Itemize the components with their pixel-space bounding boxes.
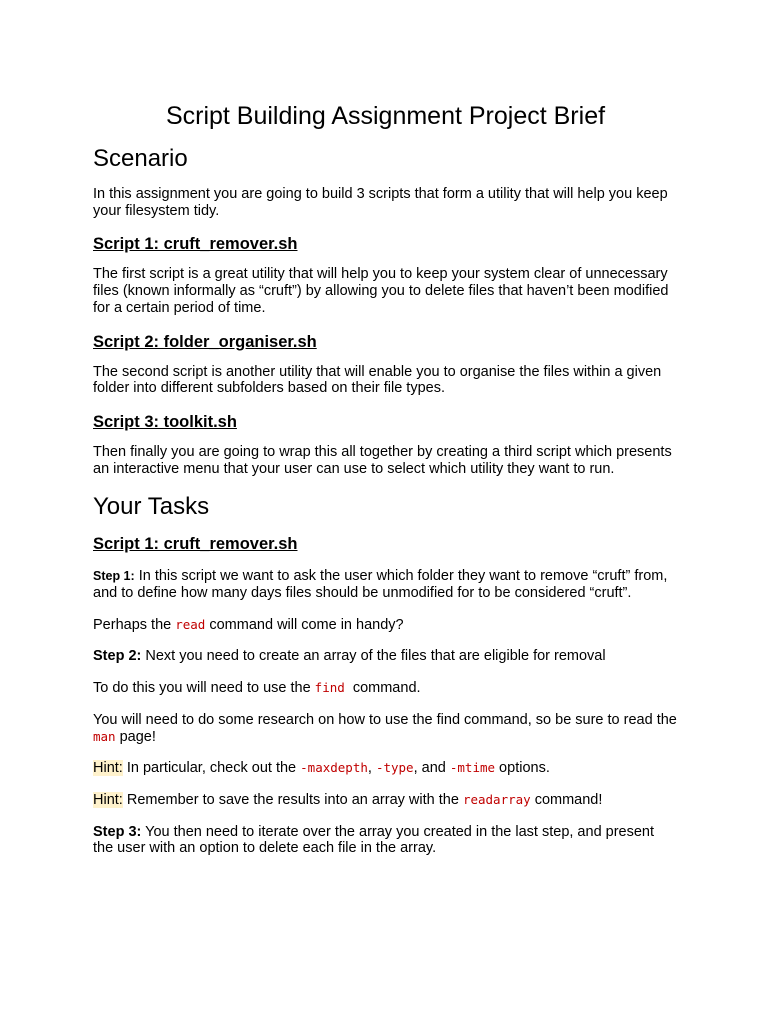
find-before: To do this you will need to use the [93,680,315,697]
maxdepth-code: -maxdepth [300,760,368,776]
readarray-code: readarray [462,791,531,807]
find-after: command. [344,680,421,697]
script3-heading: Script 3: toolkit.sh [93,412,237,431]
step2-text: Next you need to create an array of the files that are eligible for removal [141,648,606,665]
research-after: page! [115,728,156,745]
hint1-paragraph [93,760,678,777]
hint1-sep2: , and [413,760,450,777]
hint2-label: Hint: [93,791,123,808]
step3-text: You then need to iterate over the array you created in the last step, and present the user with an option to delete each file in the array. [93,823,655,857]
script1-description: The first script is a great utility that will help you to keep your system clear of unnecessary files (known informally as “cruft”) by allowing you to delete files that haven’t been modified for a certain period of time. [93,266,669,316]
step1-paragraph [93,568,678,601]
script1-heading: Script 1: cruft_remover.sh [93,235,298,254]
read-code: read [175,616,206,632]
research-before: You will need to do some research on how to use the find command, so be sure to read the [93,711,677,728]
step3-label: Step 3: [93,823,142,840]
script2-description: The second script is another utility that will enable you to organise the files within a given folder into different subfolders based on their file types. [93,363,662,397]
tasks-heading: Your Tasks [93,493,210,521]
script3-description: Then finally you are going to wrap this all together by creating a third script which presents an interactive menu that your user can use to select which utility they want to run. [93,443,672,477]
research-paragraph [93,712,678,745]
step1-text: In this script we want to ask the user which folder they want to remove “cruft” from, and to define how many days files should be unmodified for to be considered “cruft”. [93,568,668,602]
mtime-code: -mtime [449,760,496,776]
document-page [93,100,678,872]
find-code: find [314,680,345,696]
scenario-heading: Scenario [93,145,188,172]
hint2-paragraph [93,792,678,809]
read-before: Perhaps the [93,616,176,633]
step1-label: Step 1: [93,569,135,584]
document-title: Script Building Assignment Project Brief [165,102,606,130]
tasks-script1-heading: Script 1: cruft_remover.sh [93,535,298,554]
read-command-paragraph [93,617,678,634]
step2-label: Step 2: [93,648,142,665]
hint1-before: In particular, check out the [122,760,301,777]
step2-paragraph [93,648,678,665]
hint1-sep1: , [367,760,376,777]
hint2-before: Remember to save the results into an array with the [122,791,463,808]
script2-heading: Script 2: folder_organiser.sh [93,332,317,351]
type-code: -type [375,760,414,776]
scenario-intro: In this assignment you are going to build 3 scripts that form a utility that will help you keep your filesystem tidy. [93,186,668,219]
hint1-after: options. [495,760,550,777]
hint2-after: command! [530,791,603,808]
read-after: command will come in handy? [205,616,404,633]
find-command-paragraph [93,680,678,697]
man-code: man [93,728,116,744]
step3-paragraph [93,824,678,857]
hint1-label: Hint: [93,760,123,777]
